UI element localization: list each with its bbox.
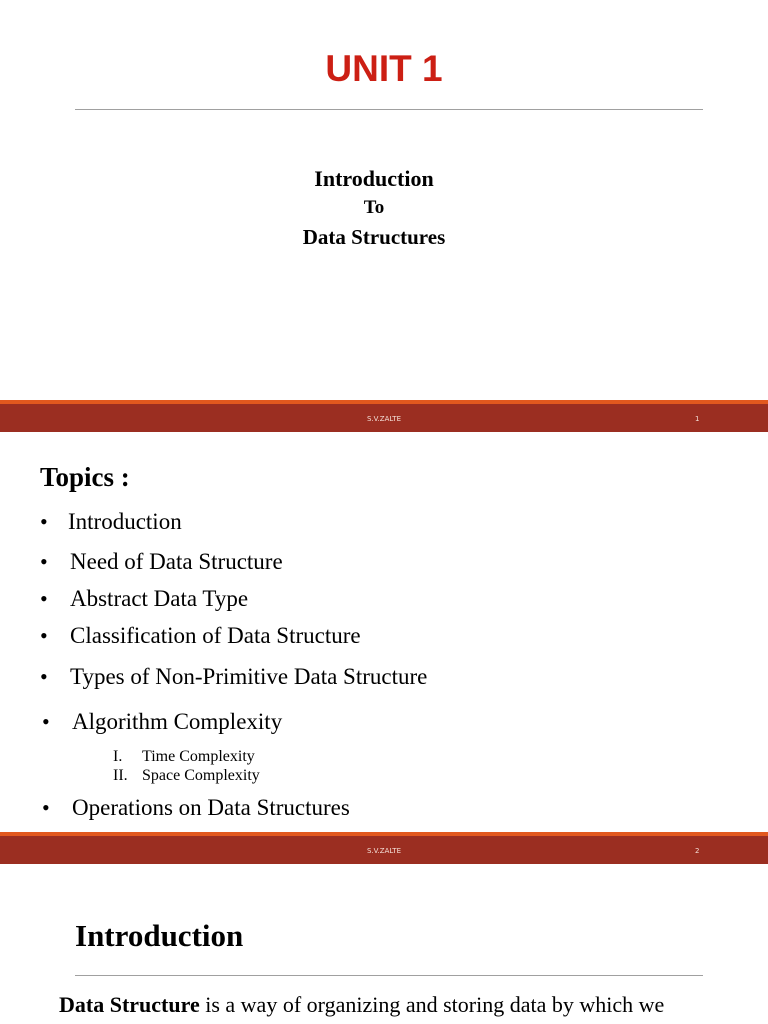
section-heading: Introduction <box>75 918 244 953</box>
slide-title: UNIT 1 <box>325 48 443 89</box>
footer-page-number: 2 <box>695 847 700 855</box>
subtitle-to: To <box>363 197 385 218</box>
bullet-icon: • <box>42 709 50 734</box>
slide-footer <box>0 832 768 864</box>
sub-list-item: I. Time Complexity <box>113 748 255 765</box>
title-divider <box>75 109 703 110</box>
list-item: • Types of Non-Primitive Data Structure <box>40 664 428 689</box>
term-bold: Data Structure <box>59 992 200 1017</box>
footer-author: S.V.ZALTE <box>367 415 401 423</box>
footer-page-number: 1 <box>695 415 700 423</box>
bullet-icon: • <box>40 623 48 648</box>
footer-author: S.V.ZALTE <box>367 847 401 855</box>
intro-paragraph: Data Structure is a way of organizing and storing data by which we <box>59 992 665 1017</box>
bullet-icon: • <box>40 509 48 534</box>
list-item: • Introduction <box>40 509 182 534</box>
slide-footer <box>0 400 768 432</box>
bullet-icon: • <box>40 664 48 689</box>
heading-divider <box>75 975 703 976</box>
list-item: • Need of Data Structure <box>40 549 283 574</box>
sub-list-item: II. Space Complexity <box>113 767 260 784</box>
list-item: • Algorithm Complexity <box>42 709 283 734</box>
list-item: • Operations on Data Structures <box>42 795 350 820</box>
bullet-icon: • <box>42 795 50 820</box>
topics-heading: Topics : <box>40 462 130 492</box>
bullet-icon: • <box>40 586 48 611</box>
list-item: • Classification of Data Structure <box>40 623 361 648</box>
subtitle-introduction: Introduction <box>314 166 434 191</box>
list-item: • Abstract Data Type <box>40 586 249 611</box>
bullet-icon: • <box>40 549 48 574</box>
subtitle-data-structures: Data Structures <box>302 225 446 249</box>
